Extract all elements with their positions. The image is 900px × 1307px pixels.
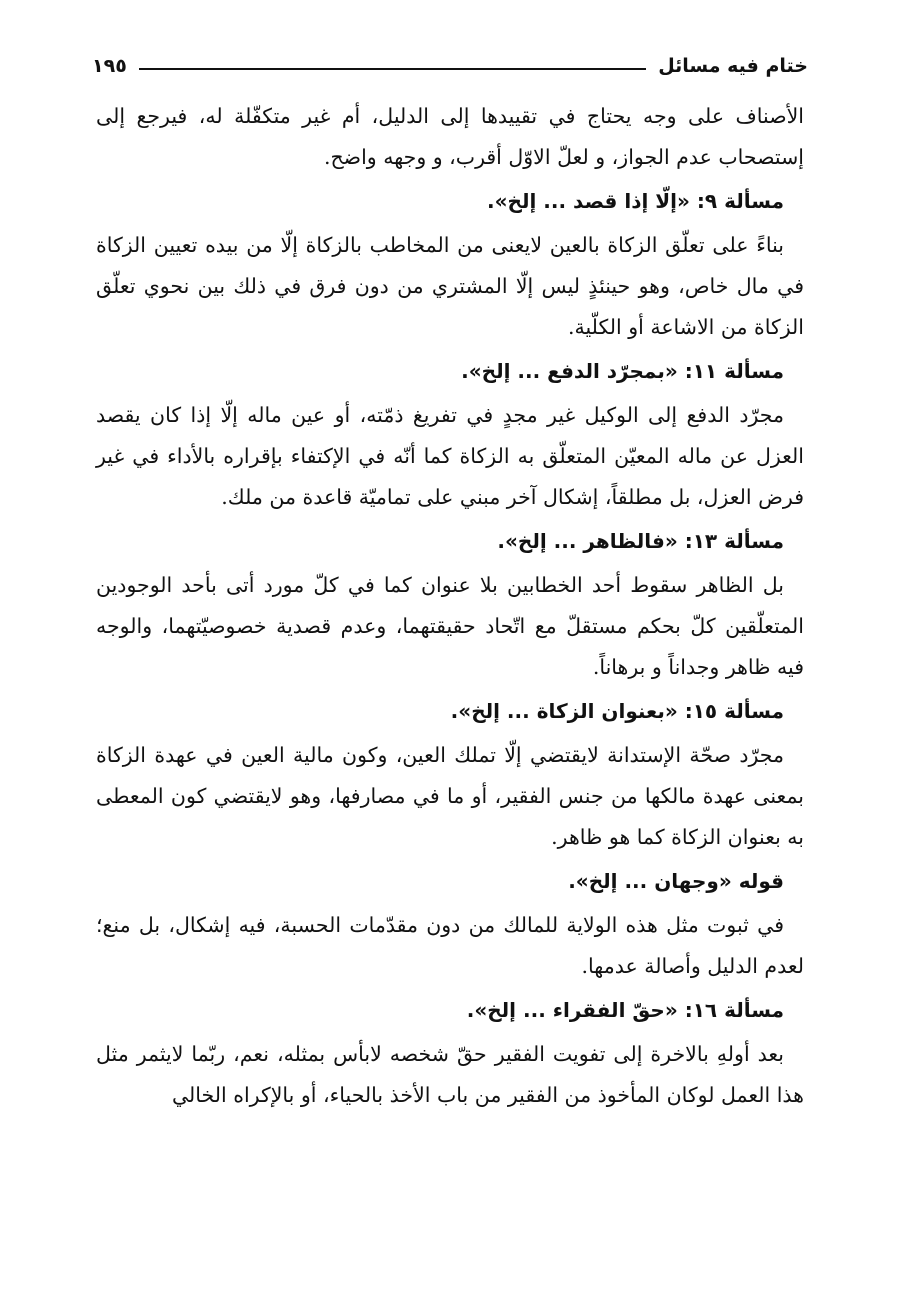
page-number: ١٩٥ (92, 55, 127, 77)
body-paragraph: بعد أولهِ بالاخرة إلى تفويت الفقير حقّ شخصه لابأس بمثله، نعم، ربّما لايثمر مثل هذا العمل لوكان المأخوذ من الفقير من باب الأخذ بالحياء، أو بالإكراه الخالي (96, 1042, 804, 1107)
section-heading: مسألة ١١: «بمجرّد الدفع ... إلخ». (461, 359, 784, 383)
body-paragraph: بل الظاهر سقوط أحد الخطابين بلا عنوان كما في كلّ مورد أتى بأحد الوجودين المتعلّقين كلّ بحكم مستقلّ مع اتّحاد حقيقتهما، وعدم قصدية خصوصيّتهما، والوجه فيه ظاهر وجداناً و برهاناً. (96, 573, 804, 679)
section-heading: مسألة ٩: «إلّا إذا قصد ... إلخ». (487, 189, 784, 213)
section-heading: مسألة ١٥: «بعنوان الزكاة ... إلخ». (450, 699, 784, 723)
section-heading: مسألة ١٣: «فالظاهر ... إلخ». (497, 529, 784, 553)
body-paragraph: بناءً على تعلّق الزكاة بالعين لايعنى من المخاطب بالزكاة إلّا من بيده تعيين الزكاة في مال خاص، وهو حينئذٍ ليس إلّا المشتري من دون فرق في ذلك بين نحوي تعلّق الزكاة من الاشاعة أو الكلّية. (96, 233, 804, 339)
running-title: ختام فيه مسائل (658, 55, 808, 77)
body-paragraph: في ثبوت مثل هذه الولاية للمالك من دون مقدّمات الحسبة، فيه إشكال، بل منع؛ لعدم الدليل وأصالة عدمها. (96, 913, 804, 978)
body-paragraph: مجرّد الدفع إلى الوكيل غير مجدٍ في تفريغ ذمّته، أو عين ماله إلّا إذا كان يقصد العزل عن ماله المعيّن المتعلّق به الزكاة كما أنّه في الإكتفاء بإقراره بالأداء في غير فرض العزل، بل مطلقاً، إشكال آخر مبني على تماميّة قاعدة من ملك. (96, 403, 804, 509)
running-header (92, 48, 808, 84)
section-heading: مسألة ١٦: «حقّ الفقراء ... إلخ». (466, 998, 784, 1022)
body-paragraph: مجرّد صحّة الإستدانة لايقتضي إلّا تملك العين، وكون مالية العين في عهدة الزكاة بمعنى عهدة مالكها من جنس الفقير، أو ما في مصارفها، وهو لايقتضي كون المعطى به بعنوان الزكاة كما هو ظاهر. (96, 743, 804, 849)
body-paragraph: الأصناف على وجه يحتاج في تقييدها إلى الدليل، أم غير متكفّلة له، فيرجع إلى إستصحاب عدم الجواز، و لعلّ الاوّل أقرب، و وجهه واضح. (96, 104, 804, 169)
section-heading: قوله «وجهان ... إلخ». (568, 869, 784, 893)
page-body (96, 96, 804, 1119)
header-rule (139, 68, 646, 70)
